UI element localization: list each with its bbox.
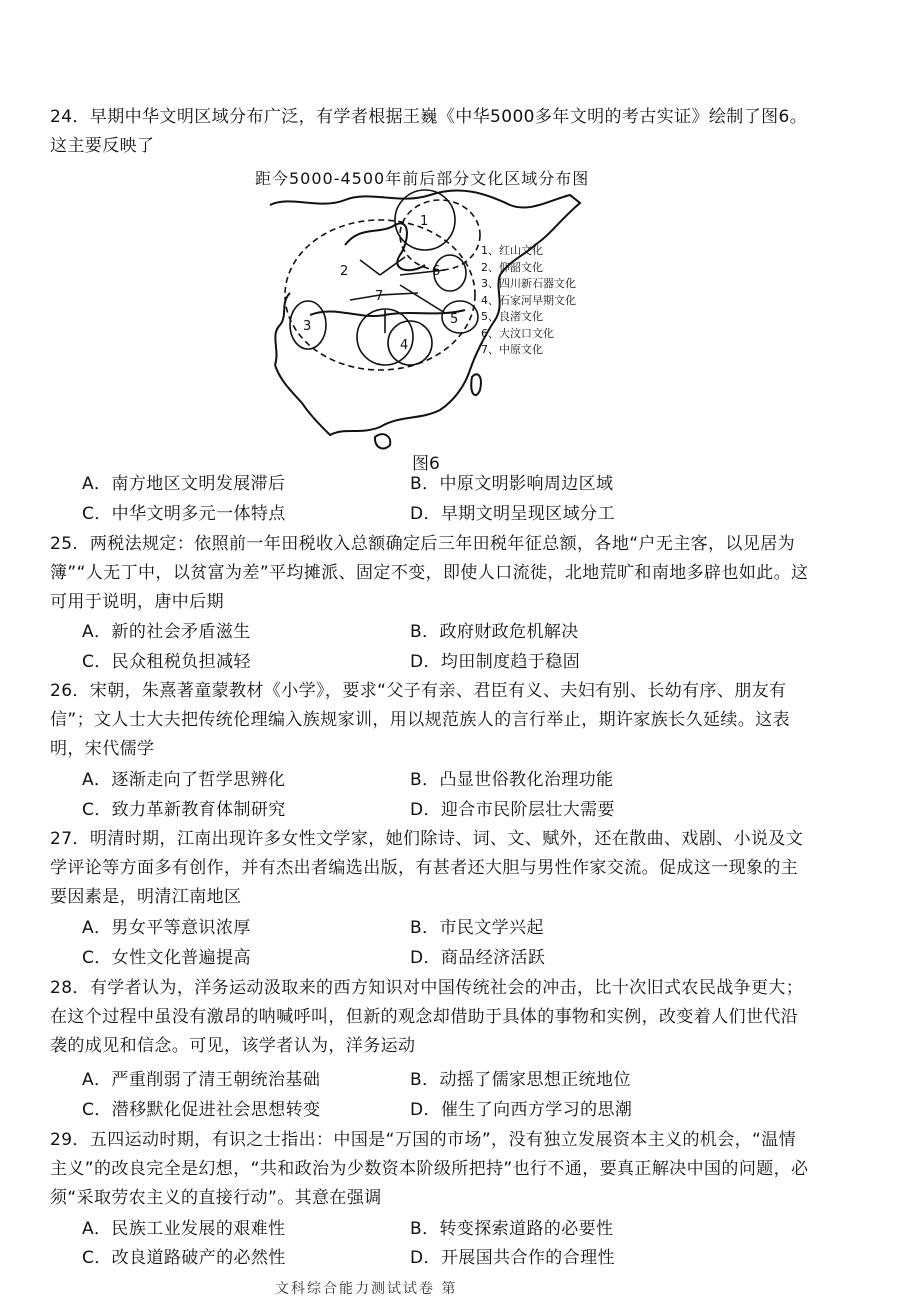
map-legend (481, 243, 576, 359)
legend-item: 2、仰韶文化 (481, 260, 543, 274)
q24-option-c[interactable]: C．中华文明多元一体特点 (82, 504, 286, 524)
figure-caption: 图6 (412, 454, 440, 474)
question-27-stem: 27．明清时期，江南出现许多女性文学家，她们除诗、词、文、赋外，还在散曲、戏剧、小说及文学评论等方面多有创作，并有杰出者编选出版，有甚者还大胆与男性作家交流。促成这一现象的主要因素是，明清江南地区 (50, 829, 804, 907)
q26-option-b[interactable]: B．凸显世俗教化治理功能 (410, 770, 614, 790)
q27-option-b[interactable]: B．市民文学兴起 (410, 918, 544, 938)
q25-option-a[interactable]: A．新的社会矛盾滋生 (82, 622, 251, 642)
question-24-stem: 24．早期中华文明区域分布广泛，有学者根据王巍《中华5000多年文明的考古实证》绘制了图6。这主要反映了 (50, 107, 808, 156)
q24-option-a[interactable]: A．南方地区文明发展滞后 (82, 474, 286, 494)
legend-item: 6、大汶口文化 (481, 326, 554, 340)
page-footer: 文科综合能力测试试卷 第 (275, 1281, 458, 1297)
q25-option-c[interactable]: C．民众租税负担减轻 (82, 652, 251, 672)
q27-option-a[interactable]: A．男女平等意识浓厚 (82, 918, 251, 938)
q25-option-d[interactable]: D．均田制度趋于稳固 (410, 652, 581, 672)
q29-option-b[interactable]: B．转变探索道路的必要性 (410, 1219, 614, 1239)
q28-option-d[interactable]: D．催生了向西方学习的思潮 (410, 1100, 633, 1120)
q28-option-a[interactable]: A．严重削弱了清王朝统治基础 (82, 1070, 321, 1090)
legend-item: 3、四川新石器文化 (481, 277, 576, 290)
legend-item: 5、良渚文化 (481, 310, 543, 323)
question-26-stem: 26．宋朝，朱熹著童蒙教材《小学》，要求“父子有亲、君臣有义、夫妇有别、长幼有序、朋友有信”；文人士大夫把传统伦理编入族规家训，用以规范族人的言行举止，期许家族长久延续。这表明，宋代儒学 (50, 681, 791, 759)
legend-item: 4、石家河早期文化 (481, 293, 576, 307)
q29-option-c[interactable]: C．改良道路破产的必然性 (82, 1248, 286, 1268)
q26-option-d[interactable]: D．迎合市民阶层壮大需要 (410, 800, 615, 820)
q27-option-c[interactable]: C．女性文化普遍提高 (82, 948, 251, 968)
map-title: 距今5000-4500年前后部分文化区域分布图 (255, 169, 590, 188)
q25-option-b[interactable]: B．政府财政危机解决 (410, 622, 579, 642)
q26-option-a[interactable]: A．逐渐走向了哲学思辨化 (82, 770, 286, 790)
question-28-stem: 28．有学者认为，洋务运动汲取来的西方知识对中国传统社会的冲击，比十次旧式农民战争更大；在这个过程中虽没有激昂的呐喊呼叫，但新的观念却借助于具体的事物和实例，改变着人们世代沿袭的成见和信念。可见，该学者认为，洋务运动 (50, 978, 804, 1056)
q24-option-b[interactable]: B．中原文明影响周边区域 (410, 474, 614, 494)
q29-option-d[interactable]: D．开展国共合作的合理性 (410, 1248, 615, 1268)
map-label-4: 4 (400, 338, 409, 353)
q24-option-d[interactable]: D．早期文明呈现区域分工 (410, 504, 615, 524)
map-label-7: 7 (375, 289, 384, 304)
question-25-stem: 25．两税法规定：依照前一年田税收入总额确定后三年田税年征总额，各地“户无主客，以见居为簿”“人无丁中，以贫富为差”平均摊派、固定不变，即使人口流徙，北地荒旷和南地多辟也如此。这可用于说明，唐中后期 (50, 534, 809, 612)
legend-item: 7、中原文化 (481, 343, 543, 356)
q26-option-c[interactable]: C．致力革新教育体制研究 (82, 800, 286, 820)
q29-option-a[interactable]: A．民族工业发展的艰难性 (82, 1219, 286, 1239)
map-label-6: 6 (432, 264, 441, 279)
q28-option-b[interactable]: B．动摇了儒家思想正统地位 (410, 1070, 631, 1090)
map-label-3: 3 (303, 319, 312, 334)
question-29-stem: 29．五四运动时期，有识之士指出：中国是“万国的市场”，没有独立发展资本主义的机会，“温情主义”的改良完全是幻想，“共和政治为少数资本阶级所把持”也行不通，要真正解决中国的问题，必须“采取劳农主义的直接行动”。其意在强调 (50, 1130, 809, 1208)
map-label-1: 1 (420, 214, 429, 229)
legend-item: 1、红山文化 (481, 244, 543, 257)
map-label-2: 2 (340, 264, 349, 279)
q27-option-d[interactable]: D．商品经济活跃 (410, 948, 546, 968)
q28-option-c[interactable]: C．潜移默化促进社会思想转变 (82, 1100, 321, 1120)
map-label-5: 5 (450, 312, 459, 327)
